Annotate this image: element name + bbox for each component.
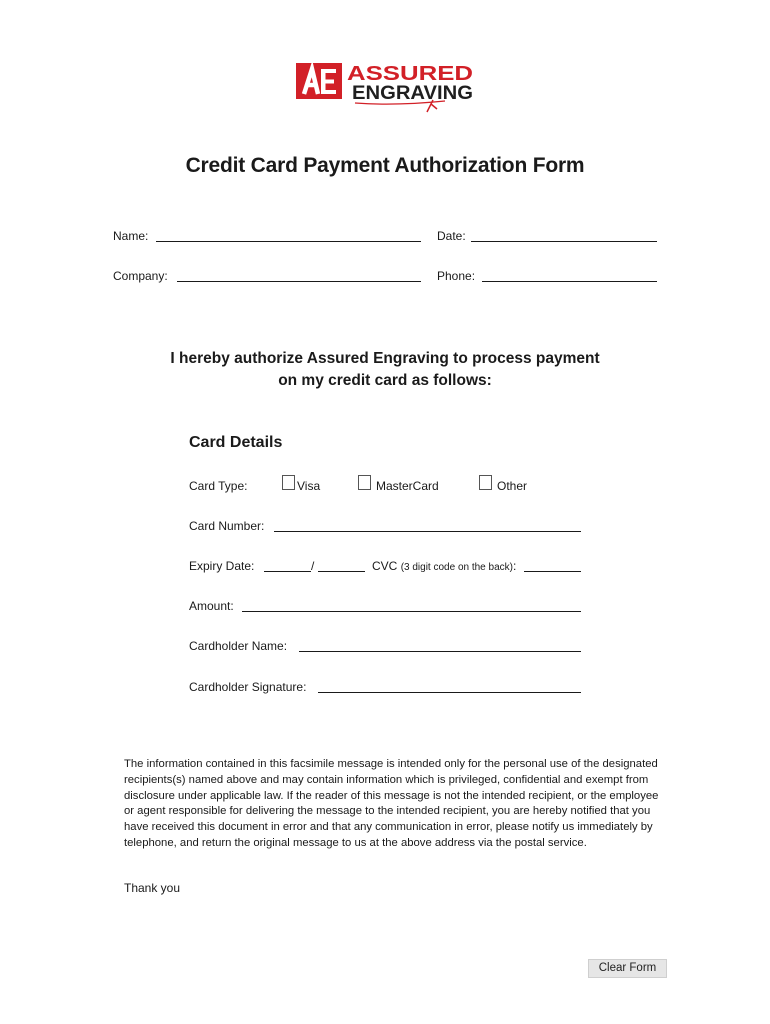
mastercard-checkbox[interactable] xyxy=(358,475,371,490)
cvc-label xyxy=(372,559,516,573)
authorization-statement xyxy=(0,348,770,392)
card-details-heading: Card Details xyxy=(189,434,283,451)
logo-word-engraving: ENGRAVING xyxy=(352,83,473,104)
cardholder-signature-field[interactable] xyxy=(318,692,581,693)
cardholder-name-label: Cardholder Name: xyxy=(189,639,288,653)
amount-label: Amount: xyxy=(189,599,234,613)
visa-label: Visa xyxy=(297,479,321,493)
page-title: Credit Card Payment Authorization Form xyxy=(185,154,585,177)
mastercard-label: MasterCard xyxy=(376,479,439,493)
date-label: Date: xyxy=(437,229,466,243)
assured-engraving-logo xyxy=(295,60,477,116)
cardholder-name-field[interactable] xyxy=(299,651,581,652)
thank-you-text: Thank you xyxy=(124,881,181,895)
cvc-note: (3 digit code on the back) xyxy=(400,562,513,573)
cvc-text: CVC xyxy=(372,559,398,573)
expiry-year-field[interactable] xyxy=(318,571,365,572)
logo-word-assured: ASSURED xyxy=(347,63,473,85)
company-field[interactable] xyxy=(177,281,421,282)
date-field[interactable] xyxy=(471,241,657,242)
name-field[interactable] xyxy=(156,241,421,242)
authorization-line-1: I hereby authorize Assured Engraving to process payment xyxy=(170,350,600,367)
clear-form-button[interactable]: Clear Form xyxy=(588,959,667,978)
cvc-field[interactable] xyxy=(524,571,581,572)
card-number-label: Card Number: xyxy=(189,519,265,533)
card-type-label: Card Type: xyxy=(189,479,248,493)
other-checkbox[interactable] xyxy=(479,475,492,490)
cvc-colon: : xyxy=(512,559,517,573)
phone-field[interactable] xyxy=(482,281,657,282)
expiry-month-field[interactable] xyxy=(264,571,311,572)
phone-label: Phone: xyxy=(437,269,476,283)
cardholder-signature-label: Cardholder Signature: xyxy=(189,680,307,694)
expiry-date-label: Expiry Date: xyxy=(189,559,255,573)
confidentiality-disclaimer: The information contained in this facsimile message is intended only for the personal use of the designated recipients(s) named above and may contain information which is privileged, confidential and exempt from disclosure under applicable law. If the reader of this message is not the intended recipient, or the employee or agent responsible for delivering the message to the intended recipient, you are hereby notified that you have received this document in error and that any communication in error, please notify us immediately by telephone, and return the original message to us at the above address via the postal service. xyxy=(124,758,659,849)
company-label: Company: xyxy=(113,269,168,283)
amount-field[interactable] xyxy=(242,611,581,612)
visa-checkbox[interactable] xyxy=(282,475,295,490)
authorization-line-2: on my credit card as follows: xyxy=(278,372,492,389)
name-label: Name: xyxy=(113,229,149,243)
other-label: Other xyxy=(497,479,528,493)
expiry-separator: / xyxy=(311,559,315,573)
card-number-field[interactable] xyxy=(274,531,581,532)
